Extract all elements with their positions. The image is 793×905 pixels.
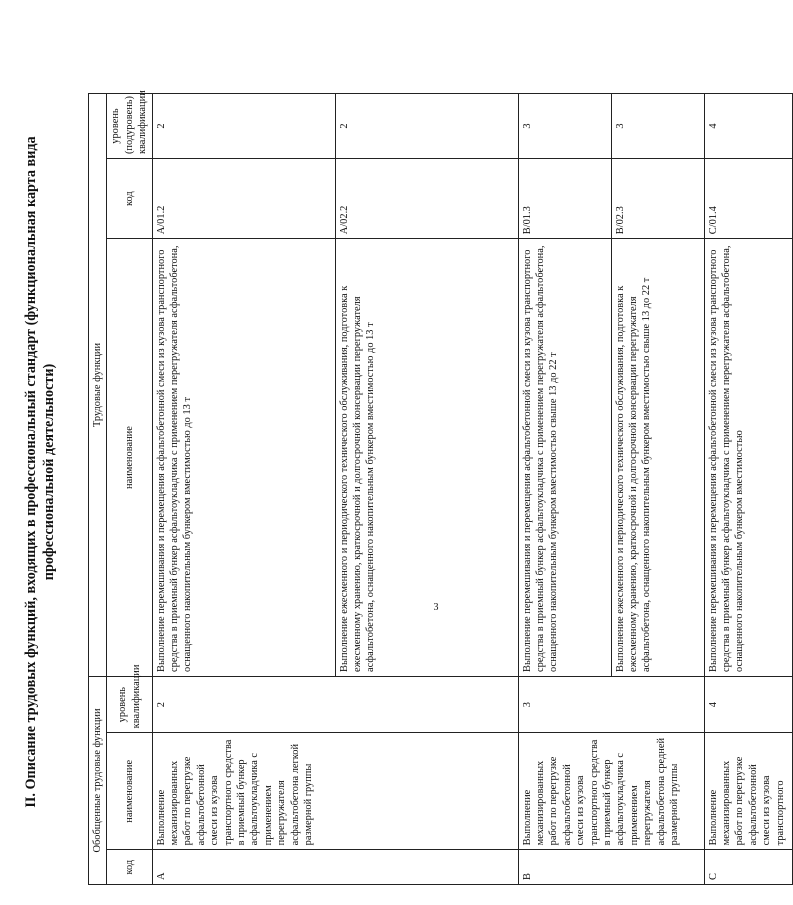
gtf-name: Выполнение механизированных работ по перегрузке асфальтобетонной смеси из кузова транспортного средства в приемный бункер асфальтоукладчика с применением перегружателя асфальтобетона легкой размерной группы — [152, 733, 518, 850]
heading-line-2: профессиональной деятельности) — [41, 363, 57, 581]
gtf-name: Выполнение механизированных работ по перегрузке асфальтобетонной смеси из кузова транспортного средства в приемный бункер асфальтоукладчика с применением перегружателя асфальтобетона средней размерной группы — [518, 733, 704, 850]
functional-map-table — [88, 90, 793, 885]
tf-name: Выполнение ежесменного и периодического технического обслуживания, подготовка к ежесменному хранению, краткосрочной и долгосрочной консервации перегружателя асфальтобетона, оснащенного накопительным бункером вместимостью до 13 т — [335, 239, 518, 677]
gtf-code: A — [152, 850, 518, 885]
gtf-level: 4 — [704, 676, 792, 732]
tf-level: 2 — [335, 94, 518, 159]
tf-code: B/01.3 — [518, 159, 611, 239]
header-sublevel: уровень (подуровень) квалификации — [107, 94, 152, 159]
heading-line-1: II. Описание трудовых функций, входящих в профессиональный стандарт (функциональная карта вида — [23, 136, 39, 808]
tf-level: 3 — [518, 94, 611, 159]
gtf-level: 2 — [152, 676, 518, 732]
gtf-level: 3 — [518, 676, 704, 732]
header-code: код — [107, 850, 152, 885]
tf-name: Выполнение перемешивания и перемещения асфальтобетонной смеси из кузова транспортного средства в приемный бункер асфальтоукладчика с применением перегружателя асфальтобетона, оснащенного накопительным бункером вместимостью до 13 т — [152, 239, 335, 677]
header-name-tf: наименование — [107, 239, 152, 677]
header-level: уровень квалификации — [107, 676, 152, 732]
tf-name: Выполнение перемешивания и перемещения асфальтобетонной смеси из кузова транспортного средства в приемный бункер асфальтоукладчика с применением перегружателя асфальтобетона, оснащенного накопительным бункером вместимостью свыше 13 до 22 т — [518, 239, 611, 677]
tf-name: Выполнение ежесменного и периодического технического обслуживания, подготовка к ежесменному хранению, краткосрочной и долгосрочной консервации перегружателя асфальтобетона, оснащенного накопительным бункером вместимостью свыше 13 до 22 т — [611, 239, 704, 677]
tf-code: A/02.2 — [335, 159, 518, 239]
gtf-code: B — [518, 850, 704, 885]
tf-level: 3 — [611, 94, 704, 159]
gtf-code: C — [704, 850, 792, 885]
tf-level: 2 — [152, 94, 335, 159]
tf-level: 4 — [704, 94, 792, 159]
header-code-tf: код — [107, 159, 152, 239]
header-labor-functions: Трудовые функции — [89, 94, 107, 677]
gtf-name: Выполнение механизированных работ по перегрузке асфальтобетонной смеси из кузова транспортного — [704, 733, 792, 850]
section-heading — [22, 77, 58, 867]
table-row — [152, 94, 335, 885]
page-number: 3 — [433, 602, 439, 613]
tf-name: Выполнение перемешивания и перемещения асфальтобетонной смеси из кузова транспортного средства в приемный бункер асфальтоукладчика с применением перегружателя асфальтобетона, оснащенного накопительным бункером вместимостью — [704, 239, 792, 677]
tf-code: B/02.3 — [611, 159, 704, 239]
table-row — [518, 94, 611, 885]
tf-code: C/01.4 — [704, 159, 792, 239]
header-generalized: Обобщенные трудовые функции — [89, 676, 107, 884]
header-name: наименование — [107, 733, 152, 850]
table-row — [704, 94, 792, 885]
tf-code: A/01.2 — [152, 159, 335, 239]
